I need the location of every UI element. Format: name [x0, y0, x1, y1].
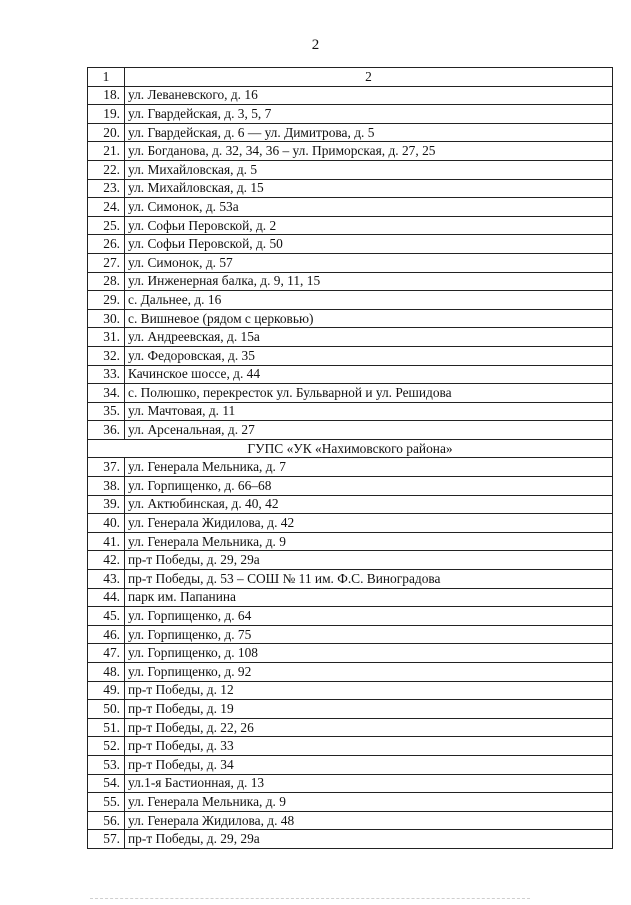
table-row	[88, 811, 613, 830]
row-number: 43.	[88, 570, 125, 589]
row-address: ул. Леваневского, д. 16	[125, 86, 613, 105]
row-number: 34.	[88, 384, 125, 403]
row-address: ул. Андреевская, д. 15а	[125, 328, 613, 347]
table-row	[88, 737, 613, 756]
row-address: пр-т Победы, д. 34	[125, 755, 613, 774]
table-row	[88, 570, 613, 589]
table-row	[88, 123, 613, 142]
table-row	[88, 309, 613, 328]
table-row	[88, 198, 613, 217]
row-number: 23.	[88, 179, 125, 198]
row-number: 55.	[88, 793, 125, 812]
scan-artifact-line	[90, 898, 530, 900]
table-row	[88, 86, 613, 105]
table-row	[88, 402, 613, 421]
row-address: ул. Горпищенко, д. 66–68	[125, 477, 613, 496]
row-number: 41.	[88, 532, 125, 551]
row-address: пр-т Победы, д. 22, 26	[125, 718, 613, 737]
table-row	[88, 495, 613, 514]
table-row	[88, 291, 613, 310]
header-col-number: 1	[88, 68, 125, 87]
row-number: 48.	[88, 663, 125, 682]
row-address: ул. Горпищенко, д. 75	[125, 625, 613, 644]
table-row	[88, 663, 613, 682]
row-address: ул. Софьи Перовской, д. 50	[125, 235, 613, 254]
row-number: 47.	[88, 644, 125, 663]
row-address: ул. Арсенальная, д. 27	[125, 421, 613, 440]
row-address: ул. Федоровская, д. 35	[125, 346, 613, 365]
table-row	[88, 365, 613, 384]
row-address: ул. Богданова, д. 32, 34, 36 – ул. Приморская, д. 27, 25	[125, 142, 613, 161]
section-row	[88, 439, 613, 458]
row-address: ул. Генерала Мельника, д. 9	[125, 532, 613, 551]
row-number: 28.	[88, 272, 125, 291]
row-number: 53.	[88, 755, 125, 774]
table-row	[88, 328, 613, 347]
row-address: ул. Симонок, д. 57	[125, 253, 613, 272]
row-number: 57.	[88, 830, 125, 849]
address-table	[87, 67, 613, 849]
row-address: ул. Горпищенко, д. 64	[125, 607, 613, 626]
row-number: 32.	[88, 346, 125, 365]
table-row	[88, 458, 613, 477]
row-number: 20.	[88, 123, 125, 142]
row-address: ул. Гвардейская, д. 6 — ул. Димитрова, д. 5	[125, 123, 613, 142]
row-address: пр-т Победы, д. 19	[125, 700, 613, 719]
table-row	[88, 755, 613, 774]
row-number: 40.	[88, 514, 125, 533]
row-number: 49.	[88, 681, 125, 700]
table-row	[88, 235, 613, 254]
table-row	[88, 718, 613, 737]
row-number: 31.	[88, 328, 125, 347]
table-row	[88, 588, 613, 607]
row-address: ул. Михайловская, д. 5	[125, 160, 613, 179]
row-address: ул. Софьи Перовской, д. 2	[125, 216, 613, 235]
row-number: 36.	[88, 421, 125, 440]
row-address: ул. Генерала Жидилова, д. 48	[125, 811, 613, 830]
table-header-row	[88, 68, 613, 87]
table-row	[88, 105, 613, 124]
row-address: ул. Актюбинская, д. 40, 42	[125, 495, 613, 514]
table-row	[88, 700, 613, 719]
row-address: пр-т Победы, д. 53 – СОШ № 11 им. Ф.С. Виноградова	[125, 570, 613, 589]
row-number: 24.	[88, 198, 125, 217]
row-number: 27.	[88, 253, 125, 272]
table-row	[88, 774, 613, 793]
header-col-address: 2	[125, 68, 613, 87]
table-row	[88, 830, 613, 849]
table-row	[88, 532, 613, 551]
row-number: 22.	[88, 160, 125, 179]
row-address: ул.1-я Бастионная, д. 13	[125, 774, 613, 793]
row-address: ул. Горпищенко, д. 92	[125, 663, 613, 682]
row-address: ул. Генерала Мельника, д. 7	[125, 458, 613, 477]
row-number: 19.	[88, 105, 125, 124]
table-row	[88, 253, 613, 272]
table-row	[88, 514, 613, 533]
row-address: пр-т Победы, д. 12	[125, 681, 613, 700]
row-number: 42.	[88, 551, 125, 570]
row-number: 44.	[88, 588, 125, 607]
table-row	[88, 421, 613, 440]
row-address: парк им. Папанина	[125, 588, 613, 607]
address-table-body	[88, 68, 613, 849]
row-number: 30.	[88, 309, 125, 328]
table-row	[88, 384, 613, 403]
row-number: 45.	[88, 607, 125, 626]
table-row	[88, 644, 613, 663]
table-row	[88, 272, 613, 291]
table-row	[88, 793, 613, 812]
table-row	[88, 477, 613, 496]
row-address: пр-т Победы, д. 33	[125, 737, 613, 756]
row-address: ул. Генерала Мельника, д. 9	[125, 793, 613, 812]
row-address: с. Полюшко, перекресток ул. Бульварной и ул. Решидова	[125, 384, 613, 403]
row-number: 56.	[88, 811, 125, 830]
page-number: 2	[311, 37, 320, 53]
row-number: 50.	[88, 700, 125, 719]
row-address: ул. Генерала Жидилова, д. 42	[125, 514, 613, 533]
row-number: 26.	[88, 235, 125, 254]
table-row	[88, 551, 613, 570]
row-address: ул. Михайловская, д. 15	[125, 179, 613, 198]
row-number: 33.	[88, 365, 125, 384]
row-address: с. Дальнее, д. 16	[125, 291, 613, 310]
table-row	[88, 160, 613, 179]
row-address: ул. Симонок, д. 53а	[125, 198, 613, 217]
row-address: Качинское шоссе, д. 44	[125, 365, 613, 384]
table-row	[88, 142, 613, 161]
row-address: с. Вишневое (рядом с церковью)	[125, 309, 613, 328]
row-number: 18.	[88, 86, 125, 105]
table-row	[88, 216, 613, 235]
row-address: ул. Горпищенко, д. 108	[125, 644, 613, 663]
table-row	[88, 681, 613, 700]
row-address: ул. Инженерная балка, д. 9, 11, 15	[125, 272, 613, 291]
row-number: 39.	[88, 495, 125, 514]
table-row	[88, 179, 613, 198]
row-address: пр-т Победы, д. 29, 29а	[125, 830, 613, 849]
row-address: пр-т Победы, д. 29, 29а	[125, 551, 613, 570]
table-row	[88, 625, 613, 644]
table-row	[88, 346, 613, 365]
row-address: ул. Гвардейская, д. 3, 5, 7	[125, 105, 613, 124]
row-number: 35.	[88, 402, 125, 421]
row-number: 38.	[88, 477, 125, 496]
row-number: 54.	[88, 774, 125, 793]
row-number: 29.	[88, 291, 125, 310]
row-number: 51.	[88, 718, 125, 737]
row-number: 46.	[88, 625, 125, 644]
row-number: 25.	[88, 216, 125, 235]
row-number: 21.	[88, 142, 125, 161]
row-number: 37.	[88, 458, 125, 477]
section-title: ГУПС «УК «Нахимовского района»	[88, 439, 613, 458]
row-address: ул. Мачтовая, д. 11	[125, 402, 613, 421]
row-number: 52.	[88, 737, 125, 756]
table-row	[88, 607, 613, 626]
